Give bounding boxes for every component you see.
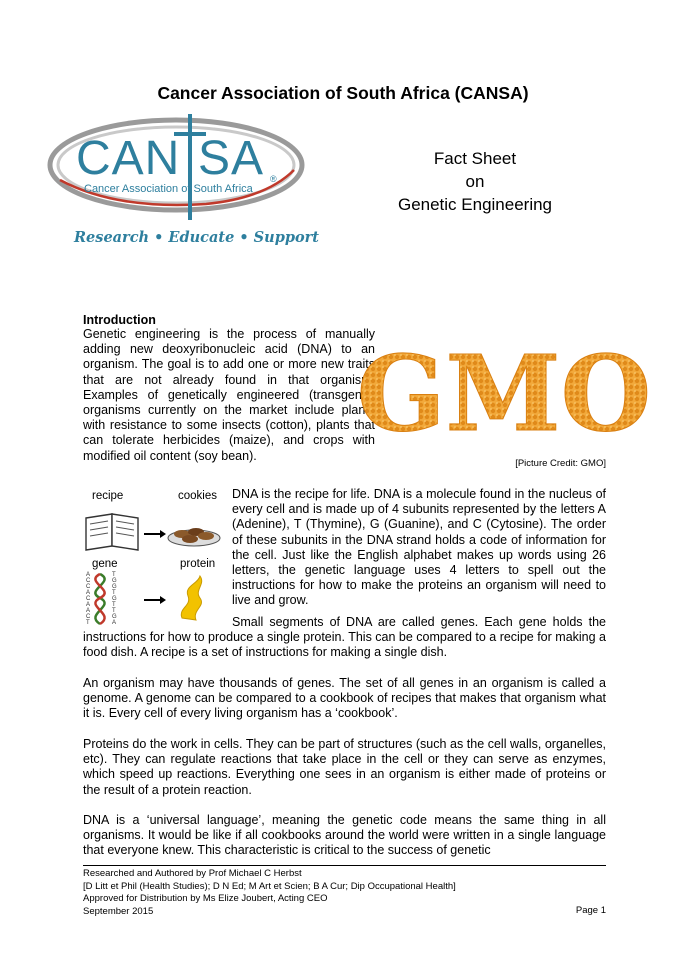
introduction-heading: Introduction — [83, 313, 156, 327]
logo-wordmark-right: SA — [198, 132, 265, 185]
logo-subtitle: Cancer Association of South Africa — [84, 183, 253, 195]
document-title: Cancer Association of South Africa (CANSA) — [157, 83, 529, 103]
footer — [83, 868, 606, 918]
fact-sheet-line-3: Genetic Engineering — [397, 195, 553, 214]
fact-sheet-heading — [380, 147, 570, 216]
cansa-logo — [46, 110, 319, 250]
dna-letters-left: A C C A C A A C T — [86, 572, 91, 626]
footer-authored: Researched and Authored by Prof Michael C Herbst — [83, 868, 302, 879]
cansa-logo-graphic — [46, 110, 319, 250]
label-protein: protein — [180, 558, 216, 570]
universal-language-paragraph: DNA is a ‘universal language’, meaning the genetic code means the same thing in all organisms. It would be like if all cookbooks around the world were written in a single language that everyone knew. This characteristic is critical to the success of genetic — [83, 813, 606, 858]
dna-recipe-paragraph: DNA is the recipe for life. DNA is a molecule found in the nucleus of every cell and is made up of 4 subunits represented by the letters A (Adenine), T (Thymine), G (Guanine), and C (Cytosine). The order of these subunits in the DNA strand holds a code of information for the cell. Just like the English alphabet makes up words using 26 letters, the genetic language uses 4 letters to spell out the instructions for how to make the proteins an organism will need to live and grow. — [232, 487, 606, 608]
introduction-paragraph: Genetic engineering is the process of manually adding new deoxyribonucleic acid (DNA) to an organism. The goal is to add one or more new traits that are not already found in that organism. Examples of genetically engineered (transgenic) organisms currently on the market include plants with resistance to some insects (cotton), plants that can tolerate herbicides (maize), and crops with modified oil content (soy bean). — [83, 327, 375, 463]
gmo-letters: GMO — [356, 332, 652, 455]
logo-wordmark-left: CAN — [76, 132, 181, 185]
recipe-cookies-illustration — [82, 506, 224, 556]
picture-credit: [Picture Credit: GMO] — [515, 458, 606, 469]
page-number: Page 1 — [575, 905, 606, 916]
dna-letters-right: T G G T G T T G A — [112, 572, 117, 626]
label-gene: gene — [92, 558, 118, 570]
fact-sheet-line-2: on — [465, 172, 485, 191]
proteins-paragraph: Proteins do the work in cells. They can be part of structures (such as the cell walls, organelles, etc). They can regulate reactions that take place in the cell or they can serve as enzymes, which speed up reactions. Everything one sees in an organism is either made of proteins or the result of a protein reaction. — [83, 737, 606, 797]
genome-paragraph: An organism may have thousands of genes. The set of all genes in an organism is called a genome. A genome can be compared to a cookbook of recipes that makes that organism what it is. Every cell of every living organism has a ‘cookbook’. — [83, 676, 606, 721]
label-cookies: cookies — [178, 490, 217, 502]
footer-divider — [83, 865, 606, 866]
fact-sheet-line-1: Fact Sheet — [433, 149, 517, 168]
footer-qualifications: [D Litt et Phil (Health Studies); D N Ed; M Art et Scien; B A Cur; Dip Occupational Health] — [83, 880, 456, 892]
footer-approved: Approved for Distribution by Ms Elize Joubert, Acting CEO — [83, 893, 328, 904]
genes-paragraph: Small segments of DNA are called genes. Each gene holds the instructions for how to produce a single protein. This can be compared to a recipe for making a food dish. A recipe is a set of instructions for making a single dish. — [83, 615, 606, 660]
logo-tagline: Research • Educate • Support — [74, 229, 319, 246]
gmo-image — [356, 312, 652, 455]
label-recipe: recipe — [92, 490, 124, 502]
footer-date: September 2015 — [83, 905, 154, 917]
recipe-gene-figure — [82, 488, 224, 628]
logo-registered: ® — [270, 174, 277, 184]
